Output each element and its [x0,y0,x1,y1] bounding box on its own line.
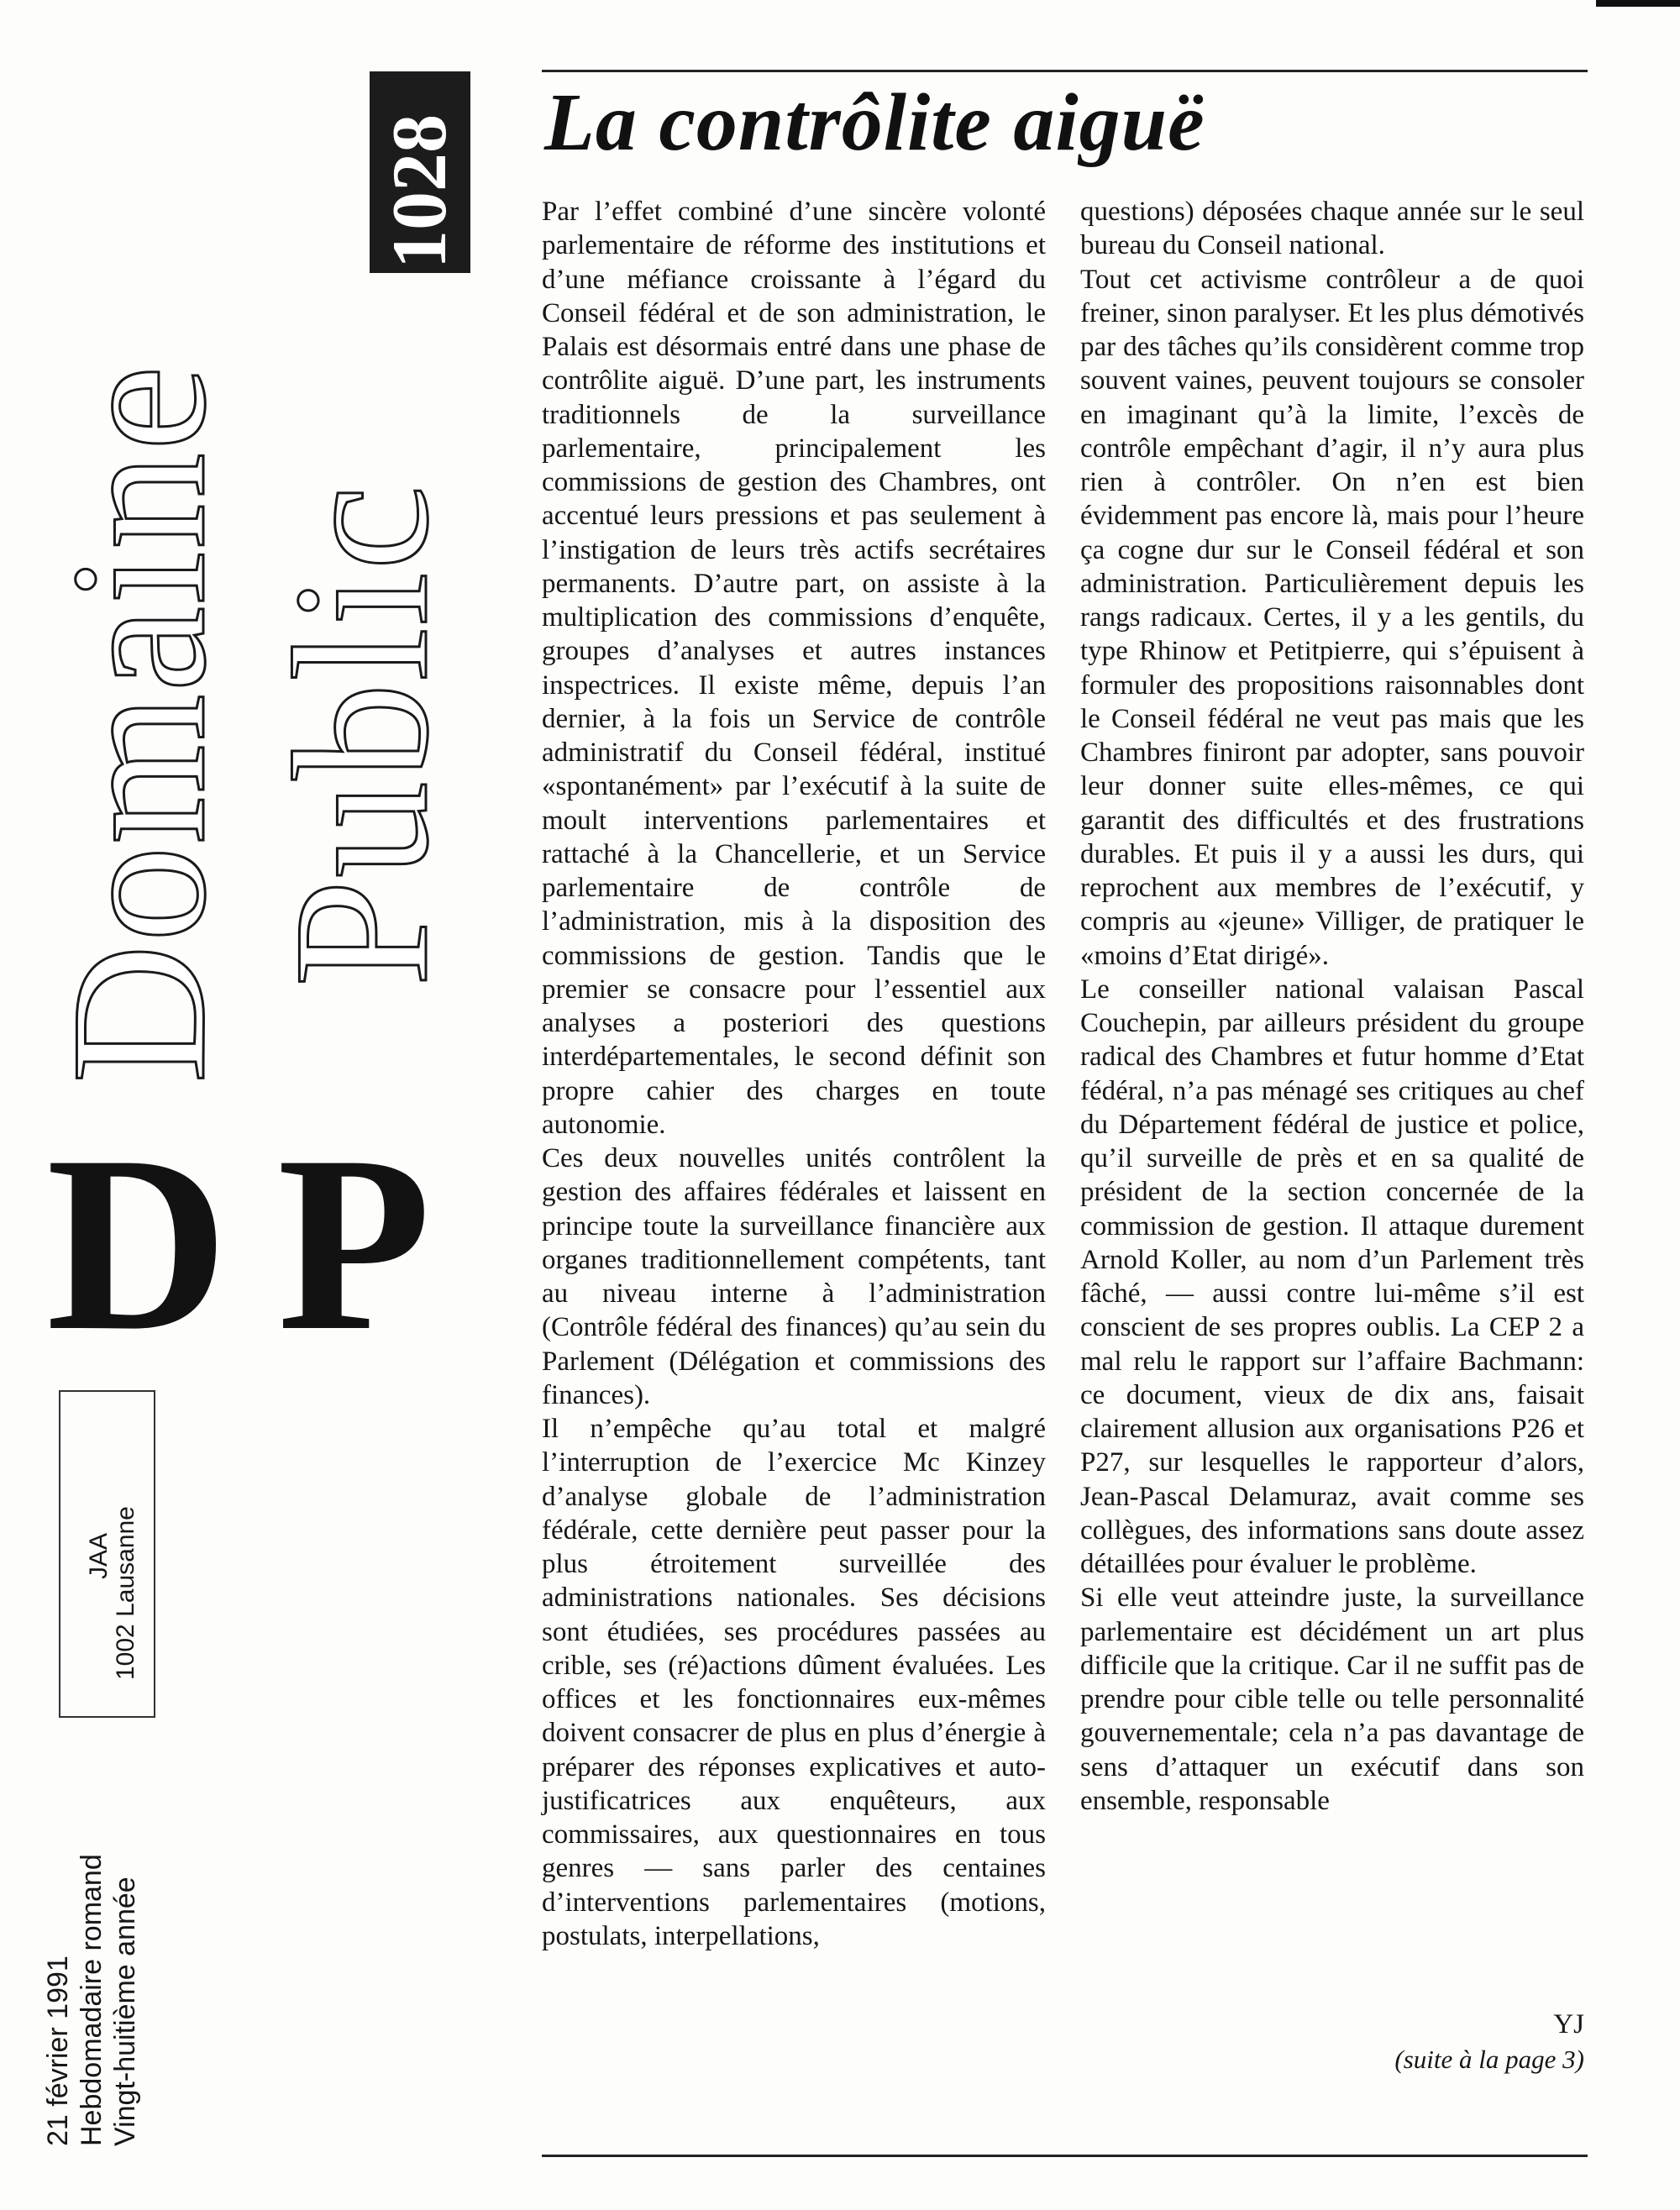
masthead-word-public: Public [254,483,468,987]
article-column-1 [542,195,1046,2085]
postage-jaa: JAA [85,1532,113,1579]
paragraph: questions) déposées chaque année sur le seul bureau du Conseil national. [1080,197,1584,261]
paragraph: Si elle veut atteindre juste, la surveillance parlementaire est décidément un art plus difficile que la critique. Car il ne suffit pas de prendre pour cible telle ou telle personnalité gouvernementale; cela n’a pas davantage de sens d’attaquer un exécutif dans son ensemble, responsable [1080,1583,1584,1816]
top-rule [542,70,1588,72]
publication-year: Vingt-huitième année [109,1877,141,2146]
bottom-rule [542,2155,1588,2157]
paragraph: Le conseiller national valaisan Pascal Couchepin, par ailleurs président du groupe radical des Chambres et futur homme d’Etat fédéral, n’a pas ménagé ses critiques au chef du Département fédéral de justice et police, qu’il surveille de près et en sa qualité de président de la section concernée de la commission de gestion. Il attaque durement Arnold Koller, au nom d’un Parlement très fâché, — aussi contre lui-même s’il est conscient de ses propres oublis. La CEP 2 a mal relu le rapport sur l’affaire Bachmann: ce document, vieux de dix ans, faisait clairement allusion aux organisations P26 et P27, sur lesquelles le rapporteur d’alors, Jean-Pascal Delamuraz, avait comme ses collègues, des informations sans doute assez détaillées pour évaluer le problème. [1080,974,1584,1579]
issue-date: 21 février 1991 [42,1955,74,2146]
paragraph: Tout cet activisme contrôleur a de quoi freiner, sinon paralyser. Et les plus démotivés par des tâches qu’ils considèrent comme trop souvent vaines, peuvent toujours se consoler en imaginant qu’à la limite, l’excès de contrôle empêchant d’agir, il n’y aura plus rien à contrôler. On n’en est bien évidemment pas encore là, mais pour l’heure ça cogne dur sur le Conseil fédéral et son administration. Particulièrement depuis les rangs radicaux. Certes, il y a les gentils, du type Rhinow et Petitpierre, qui s’épuisent à formuler des propositions raisonnables dont le Conseil fédéral ne veut pas mais que les Chambres finiront par adopter, sans pouvoir leur donner suite elles-mêmes, ce qui garantit des difficultés et des frustrations durables. Et puis il y a aussi les durs, qui reprochent aux membres de l’exécutif, y compris au «jeune» Villiger, de pratiquer le «moins d’Etat dirigé». [1080,264,1584,971]
masthead-letter-d: D [46,1104,228,1383]
author-initials: YJ [1553,2009,1584,2039]
article-title: La contrôlite aiguë [544,77,1205,168]
publication-frequency: Hebdomadaire romand [76,1854,108,2146]
continued-note: (suite à la page 3) [1394,2045,1584,2074]
article-column-2 [1080,195,1584,2085]
corner-mark [1596,0,1680,7]
masthead-letter-p: P [277,1104,432,1383]
paragraph: Par l’effet combiné d’une sincère volonté parlementaire de réforme des institutions et d’une méfiance croissante à l’égard du Conseil fédéral et de son administration, le Palais est désormais entré dans une phase de contrôlite aiguë. D’une part, les instruments traditionnels de la surveillance parlementaire, principalement les commissions de gestion des Chambres, ont accentué leurs pressions et pas seulement à l’instigation de leurs très actifs secrétaires permanents. D’autre part, on assiste à la multiplication des commissions d’enquête, groupes d’analyses et autres instances inspectrices. Il existe même, depuis l’an dernier, à la fois un Service de contrôle administratif du Conseil fédéral, institué «spontanément» par l’exécutif à la suite de moult interventions parlementaires et rattaché à la Chancellerie, et un Service parlementaire de contrôle de l’administration, mis à la disposition des commissions de gestion. Tandis que le premier se consacre pour l’essentiel aux analyses a posteriori des questions interdépartementales, le second définit son propre cahier des charges en toute autonomie. [542,197,1046,1140]
paragraph: Il n’empêche qu’au total et malgré l’interruption de l’exercice Mc Kinzey d’analyse globale de l’administration fédérale, cette dernière peut passer pour la plus étroitement surveillée des administrations nationales. Ses décisions sont étudiées, ses procédures passées au crible, ses (ré)actions dûment évaluées. Les offices et les fonctionnaires eux-mêmes doivent consacrer de plus en plus d’énergie à préparer des réponses explicatives et auto-justificatrices aux enquêteurs, aux commissaires, aux questionnaires en tous genres — sans parler des centaines d’interventions parlementaires (motions, postulats, interpellations, [542,1414,1046,1951]
masthead-word-domaine: Domaine [31,363,245,1084]
paragraph: Ces deux nouvelles unités contrôlent la gestion des affaires fédérales et laissent en principe toute la surveillance financière aux organes traditionnellement compétents, tant au niveau interne à l’administration (Contrôle fédéral des finances) qu’au sein du Parlement (Délégation et commissions des finances). [542,1143,1046,1410]
issue-number: 1028 [376,114,462,269]
postage-address: 1002 Lausanne [112,1506,139,1680]
